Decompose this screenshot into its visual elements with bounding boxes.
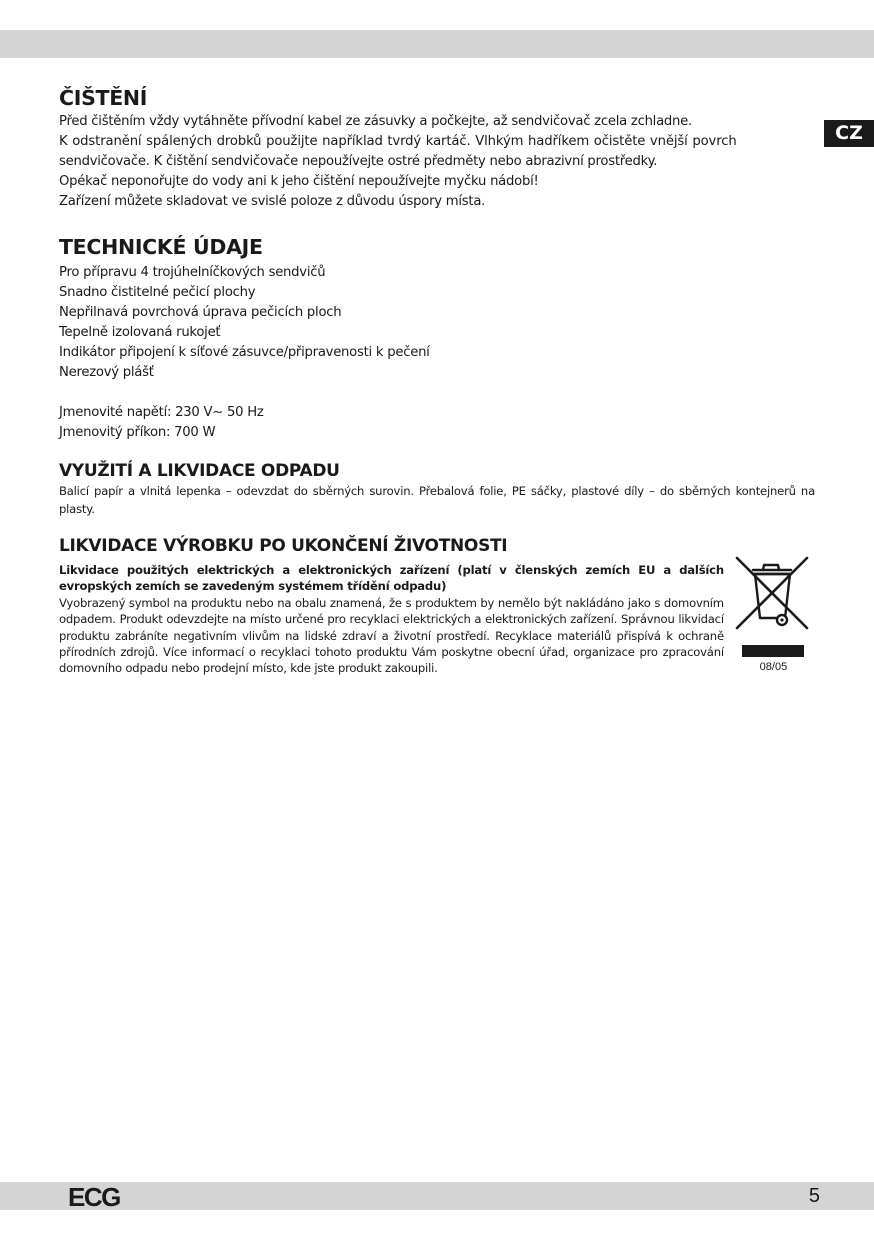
- rated-voltage: Jmenovité napětí: 230 V~ 50 Hz: [59, 405, 264, 420]
- rated-power: Jmenovitý příkon: 700 W: [59, 425, 216, 440]
- cleaning-line: K odstranění spálených drobků použijte například tvrdý kartáč. Vlhkým hadříkem očistěte vnější povrch: [59, 134, 737, 149]
- brand-logo: ECG: [68, 1182, 120, 1212]
- cleaning-line: sendvičovače. K čištění sendvičovače nepoužívejte ostré předměty nebo abrazivní prostředky.: [59, 154, 658, 169]
- disposal-section: [59, 535, 815, 677]
- disposal-row: [59, 562, 815, 677]
- feature-item: Tepelně izolovaná rukojeť: [59, 325, 221, 340]
- cleaning-line: Zařízení můžete skladovat ve svislé poloze z důvodu úspory místa.: [59, 194, 486, 209]
- cleaning-line: Opékač neponořujte do vody ani k jeho čištění nepoužívejte myčku nádobí!: [59, 174, 539, 189]
- weee-symbol: [732, 556, 815, 673]
- crossed-out-wheelie-bin-icon: [733, 556, 813, 636]
- feature-item: Snadno čistitelné pečicí plochy: [59, 285, 256, 300]
- language-badge: CZ: [824, 120, 874, 147]
- disposal-bold-text: Likvidace použitých elektrických a elektronických zařízení (platí v členských zemích EU a dalších evropských zemích se zavedeným systémem třídění odpadu): [59, 563, 724, 594]
- disposal-text: [59, 562, 724, 677]
- feature-item: Pro přípravu 4 trojúhelníčkových sendvičů: [59, 265, 326, 280]
- disposal-body-text: Vyobrazený symbol na produktu nebo na obalu znamená, že s produktem by nemělo být nakládáno jako s domovním odpadem. Produkt odevzdejte na místo určené pro recyklaci elektrických a elektronických zařízení. Správnou likvidací produktu zabráníte negativním vlivům na lidské zdraví a životní prostředí. Recyklace materiálů přispívá k ochraně přírodních zdrojů. Více informací o recyklaci tohoto produktu Vám poskytne obecní úřad, organizace pro zpracování domovního odpadu nebo prodejní místo, kde jste produkt zakoupili.: [59, 595, 724, 676]
- technical-ratings: [59, 403, 815, 443]
- page-number: 5: [808, 1185, 820, 1207]
- waste-section: [59, 460, 815, 518]
- technical-features: [59, 263, 815, 383]
- cleaning-line: Před čištěním vždy vytáhněte přívodní kabel ze zásuvky a počkejte, až sendvičovač zcela zchladne.: [59, 114, 692, 129]
- weee-black-bar: [742, 645, 804, 657]
- disposal-title: LIKVIDACE VÝROBKU PO UKONČENÍ ŽIVOTNOSTI: [59, 536, 508, 556]
- feature-item: Nerezový plášť: [59, 365, 154, 380]
- cleaning-section: [59, 84, 815, 212]
- header-bar: [0, 30, 874, 58]
- technical-section: [59, 233, 815, 443]
- cleaning-text: [59, 112, 815, 212]
- feature-item: Nepřilnavá povrchová úprava pečicích ploch: [59, 305, 342, 320]
- footer-bar: [0, 1182, 874, 1210]
- weee-date-code: 08/05: [759, 661, 788, 673]
- page-content: [59, 84, 815, 677]
- waste-title: VYUŽITÍ A LIKVIDACE ODPADU: [59, 461, 340, 481]
- feature-item: Indikátor připojení k síťové zásuvce/připravenosti k pečení: [59, 345, 430, 360]
- cleaning-title: ČIŠTĚNÍ: [59, 86, 148, 110]
- technical-title: TECHNICKÉ ÚDAJE: [59, 235, 263, 259]
- waste-text: Balicí papír a vlnitá lepenka – odevzdat do sběrných surovin. Přebalová folie, PE sáčky, plastové díly – do sběrných kontejnerů na plasty.: [59, 484, 815, 516]
